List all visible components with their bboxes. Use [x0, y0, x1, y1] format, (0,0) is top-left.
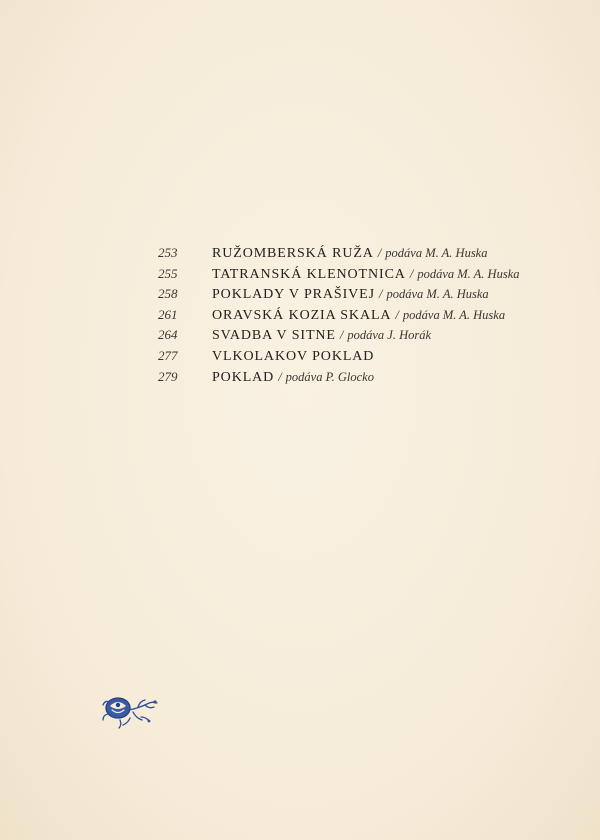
entry-author: podáva M. A. Huska	[402, 307, 506, 322]
separator: /	[395, 307, 399, 322]
page-number: 279	[158, 368, 178, 384]
page-number: 264	[158, 327, 178, 343]
entry-title: TATRANSKÁ KLENOTNICA	[212, 266, 406, 282]
page-number: 253	[158, 245, 178, 260]
separator: /	[278, 369, 282, 384]
table-of-contents	[158, 245, 578, 389]
separator: /	[339, 328, 344, 343]
toc-entry	[158, 266, 578, 287]
entry-title: SVADBA V SITNE	[212, 328, 336, 344]
toc-entry	[158, 286, 578, 307]
toc-entry	[158, 327, 578, 348]
entry-author: podáva J. Horák	[347, 328, 432, 343]
entry-author: podáva M. A. Huska	[417, 266, 520, 281]
page-number: 277	[158, 347, 178, 363]
page-number: 258	[158, 286, 178, 302]
page-number: 261	[158, 306, 178, 322]
toc-entry	[158, 245, 578, 266]
toc-entry	[158, 348, 578, 369]
toc-entry	[158, 307, 578, 328]
separator: /	[377, 246, 382, 260]
entry-title: POKLADY V PRAŠIVEJ	[212, 287, 375, 303]
entry-author: podáva M. A. Huska	[386, 287, 489, 302]
separator: /	[409, 266, 414, 281]
toc-entry	[158, 369, 578, 390]
page-number: 255	[158, 265, 178, 281]
entry-author: podáva P. Glocko	[285, 369, 374, 384]
entry-title: RUŽOMBERSKÁ RUŽA	[212, 246, 374, 261]
entry-title: ORAVSKÁ KOZIA SKALA	[212, 307, 392, 323]
entry-author: podáva M. A. Huska	[385, 246, 488, 260]
entry-title: VLKOLAKOV POKLAD	[212, 348, 375, 364]
entry-title: POKLAD	[212, 369, 275, 385]
separator: /	[378, 287, 383, 302]
floral-ornament-icon	[100, 690, 162, 730]
